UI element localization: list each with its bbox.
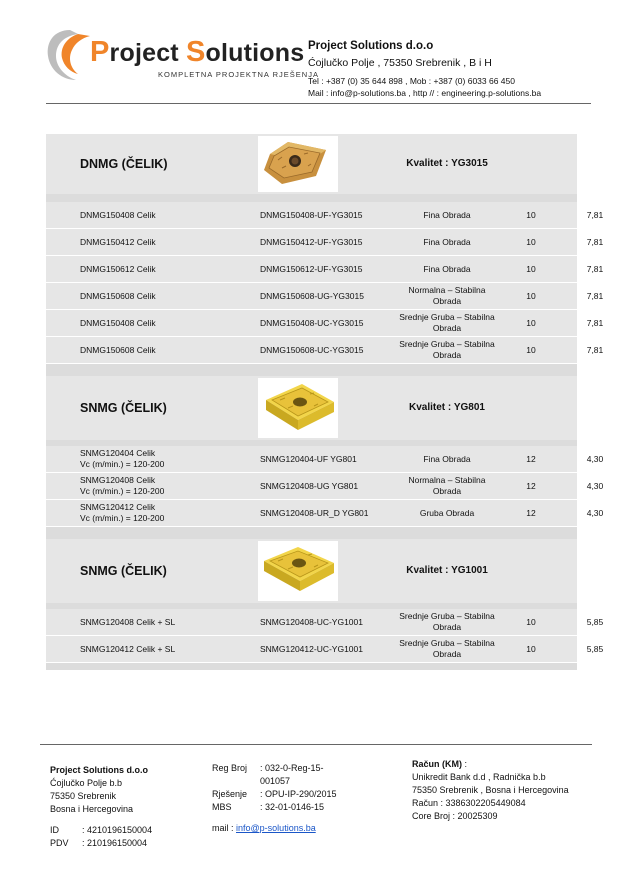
company-header <box>308 40 608 98</box>
company-address: Ćojlučko Polje , 75350 Srebrenik , B i H <box>308 57 492 69</box>
footer-pdv <box>50 837 200 850</box>
reg-label: Reg Broj <box>212 763 248 773</box>
quantity: 10 <box>526 617 536 627</box>
product-code: DNMG150612-UF-YG3015 <box>260 264 363 274</box>
product-name-line: SNMG120408 Celik <box>80 475 156 485</box>
footer-mail <box>212 822 392 835</box>
footer-address-line: Bosna i Hercegovina <box>50 804 134 814</box>
machining-type: Srednje Gruba – Stabilna Obrada <box>399 611 495 632</box>
machining-type: Fina Obrada <box>423 210 471 220</box>
bank-title: Račun (KM) <box>412 759 462 769</box>
bank-name: Unikredit Bank d.d , Radnička b.b <box>412 772 546 782</box>
price: 7,81 <box>586 291 604 301</box>
footer-company <box>50 764 200 850</box>
company-phone: Tel : +387 (0) 35 644 898 , Mob : +387 (0) 6033 66 450 <box>308 76 515 86</box>
price: 7,81 <box>586 345 604 355</box>
footer-address-line: 75350 Srebrenik <box>50 791 117 801</box>
bank-address: 75350 Srebrenik , Bosna i Hercegovina <box>412 785 569 795</box>
id-value: : 4210196150004 <box>82 825 153 835</box>
logo-text-olutions: olutions <box>205 39 305 67</box>
logo-swoosh-icon <box>44 26 96 84</box>
footer-bank <box>412 758 602 823</box>
section-title: DNMG (ČELIK) <box>80 157 168 171</box>
mbs-value: : 32-01-0146-15 <box>260 802 325 812</box>
rjesenje-label: Rješenje <box>212 789 248 799</box>
quantity: 10 <box>526 291 536 301</box>
price: 4,30 <box>586 454 604 464</box>
rjesenje <box>212 788 392 801</box>
logo-wordmark <box>90 36 304 69</box>
quantity: 10 <box>526 210 536 220</box>
reg-value: : 032-0-Reg-15-001057 <box>260 763 324 786</box>
product-code: DNMG150412-UF-YG3015 <box>260 237 363 247</box>
company-mail: Mail : info@p-solutions.ba , http // : engineering.p-solutions.ba <box>308 88 542 98</box>
mbs <box>212 801 392 814</box>
product-code: SNMG120404-UF YG801 <box>260 454 357 464</box>
rjesenje-value: : OPU-IP-290/2015 <box>260 789 337 799</box>
section-quality: Kvalitet : YG1001 <box>406 565 488 576</box>
product-code: SNMG120408-UC-YG1001 <box>260 617 363 627</box>
machining-type: Fina Obrada <box>423 264 471 274</box>
section-quality: Kvalitet : YG801 <box>409 402 485 413</box>
quantity: 12 <box>526 481 536 491</box>
cutting-speed: Vc (m/min.) = 120-200 <box>80 459 165 469</box>
quantity: 10 <box>526 318 536 328</box>
reg-broj <box>212 762 392 788</box>
product-code: DNMG150608-UG-YG3015 <box>260 291 364 301</box>
core-number: Core Broj : 20025309 <box>412 811 498 821</box>
product-name-line: SNMG120404 Celik <box>80 448 156 458</box>
product-code: DNMG150408-UC-YG3015 <box>260 318 364 328</box>
footer-id <box>50 824 200 837</box>
company-logo <box>40 20 319 92</box>
logo-letter-s: S <box>185 36 206 68</box>
machining-type: Fina Obrada <box>423 454 471 464</box>
bank-title-suffix: : <box>462 759 468 769</box>
logo-letter-p: P <box>90 36 110 68</box>
cutting-speed: Vc (m/min.) = 120-200 <box>80 513 165 523</box>
machining-type: Srednje Gruba – Stabilna Obrada <box>399 312 495 333</box>
quantity: 10 <box>526 237 536 247</box>
machining-type: Gruba Obrada <box>419 508 475 518</box>
product-code: SNMG120412-UC-YG1001 <box>260 644 363 654</box>
product-code: DNMG150408-UF-YG3015 <box>260 210 363 220</box>
price: 7,81 <box>586 264 604 274</box>
section-title: SNMG (ČELIK) <box>80 564 167 578</box>
price: 5,85 <box>586 644 604 654</box>
product-name: DNMG150408 Celik <box>80 210 156 220</box>
footer-address-line: Ćojlučko Polje b.b <box>50 778 123 788</box>
product-name-line: SNMG120412 Celik <box>80 502 156 512</box>
machining-type: Normalna – Stabilna Obrada <box>408 285 486 306</box>
quantity: 12 <box>526 454 536 464</box>
product-name: SNMG120408 Celik + SL <box>80 617 176 627</box>
price: 4,30 <box>586 481 604 491</box>
company-name: Project Solutions d.o.o <box>308 40 434 52</box>
section-quality: Kvalitet : YG3015 <box>406 158 488 169</box>
logo-text-roject: roject <box>109 39 186 67</box>
product-code: SNMG120408-UR_D YG801 <box>260 508 369 518</box>
price: 5,85 <box>586 617 604 627</box>
quantity: 10 <box>526 345 536 355</box>
quantity: 10 <box>526 644 536 654</box>
pdv-label: PDV <box>50 838 69 848</box>
logo-tagline: KOMPLETNA PROJEKTNA RJEŠENJA <box>158 70 319 79</box>
price: 4,30 <box>586 508 604 518</box>
price: 7,81 <box>586 318 604 328</box>
bank-account: Račun : 3386302205449084 <box>412 798 526 808</box>
mail-label: mail : <box>212 823 234 833</box>
product-name: DNMG150608 Celik <box>80 291 156 301</box>
footer-divider <box>40 744 592 745</box>
footer-registration <box>212 762 392 835</box>
section-title: SNMG (ČELIK) <box>80 401 167 415</box>
header-divider <box>46 103 591 104</box>
price: 7,81 <box>586 237 604 247</box>
email-link[interactable]: info@p-solutions.ba <box>236 823 316 833</box>
product-code: SNMG120408-UG YG801 <box>260 481 359 491</box>
mbs-label: MBS <box>212 802 232 812</box>
pdv-value: : 210196150004 <box>82 838 148 848</box>
footer-company-name: Project Solutions d.o.o <box>50 765 149 775</box>
cutting-speed: Vc (m/min.) = 120-200 <box>80 486 165 496</box>
product-code: DNMG150608-UC-YG3015 <box>260 345 364 355</box>
machining-type: Fina Obrada <box>423 237 471 247</box>
quantity: 10 <box>526 264 536 274</box>
product-name: DNMG150608 Celik <box>80 345 156 355</box>
product-name: DNMG150412 Celik <box>80 237 156 247</box>
machining-type: Srednje Gruba – Stabilna Obrada <box>399 638 495 659</box>
id-label: ID <box>50 825 59 835</box>
product-name: DNMG150408 Celik <box>80 318 156 328</box>
price: 7,81 <box>586 210 604 220</box>
quantity: 12 <box>526 508 536 518</box>
product-name: SNMG120412 Celik + SL <box>80 644 176 654</box>
machining-type: Normalna – Stabilna Obrada <box>408 475 486 496</box>
product-name: DNMG150612 Celik <box>80 264 156 274</box>
machining-type: Srednje Gruba – Stabilna Obrada <box>399 339 495 360</box>
